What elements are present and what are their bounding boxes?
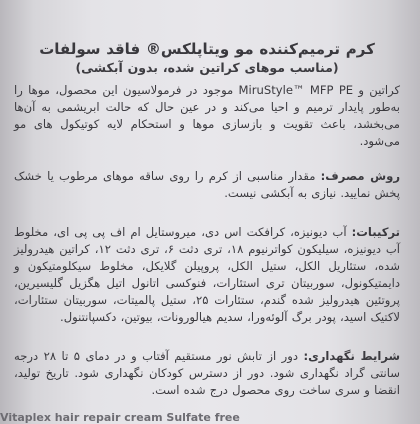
storage-section xyxy=(14,348,400,399)
usage-label: روش مصرف: xyxy=(320,169,400,183)
product-title: کرم ترمیم‌کننده مو ویتاپلکس® فاقد سولفات xyxy=(39,40,375,58)
ingredients-text: آب دیونیزه، کرافکت اس دی، میروستایل ام اف پی پی ای، مخلوط آب دیونیزه، سیلیکون کواترنیوم ۱۸، تری دثت ۶، تری دثت ۱۲، کراتین هیدرولیز شده، ستئاریل الکل، ستیل الکل، پروپیلن گلایکل، مخلوط سیکلومتیکون و دایمتیکونول، سوربیتان تری استئارات، فنوکسی اتانول اتیل هگزیل گلیسیرین، پروتئین هیدرولیز شده گندم، ستئارات ۲۵، ستیل پالمیتات، سوربیتان ستئارات، لاکتیک اسید، پودر برگ آلوئه‌ورا، سدیم هیالورونات، بیوتین، دکسپانتنول. xyxy=(14,225,401,324)
ingredients-section xyxy=(14,224,400,326)
usage-text: مقدار مناسبی از کرم را روی ساقه موهای مرطوب یا خشک پخش نمایید. نیازی به آبکشی نیست. xyxy=(14,169,400,200)
product-heading xyxy=(14,40,400,77)
product-subtitle: (مناسب موهای کراتین شده، بدون آبکشی) xyxy=(75,60,339,75)
usage-section xyxy=(14,168,400,202)
ingredients-label: ترکیبات: xyxy=(351,225,401,239)
bottom-brand-text: Vitaplex hair repair cream Sulfate free xyxy=(0,411,240,424)
storage-text: دور از تابش نور مستقیم آفتاب و در دمای ۵ تا ۲۸ درجه سانتی گراد نگهداری شود. دور از دسترس کودکان نگهداری شود. تاریخ تولید، انقضا و سری ساخت روی محصول درج شده است. xyxy=(14,349,400,397)
storage-label: شرایط نگهداری: xyxy=(303,349,401,363)
product-description: کراتین و MiruStyle™ MFP PE موجود در فرمولاسیون این محصول، موها را به‌طور پایدار ترمیم و احیا می‌کند و در عین حال که حالت ابریشمی به آن‌ها می‌بخشد، باعث تقویت و بازسازی موها و استحکام لایه کوتیکول های مو می‌شود. xyxy=(14,83,400,148)
